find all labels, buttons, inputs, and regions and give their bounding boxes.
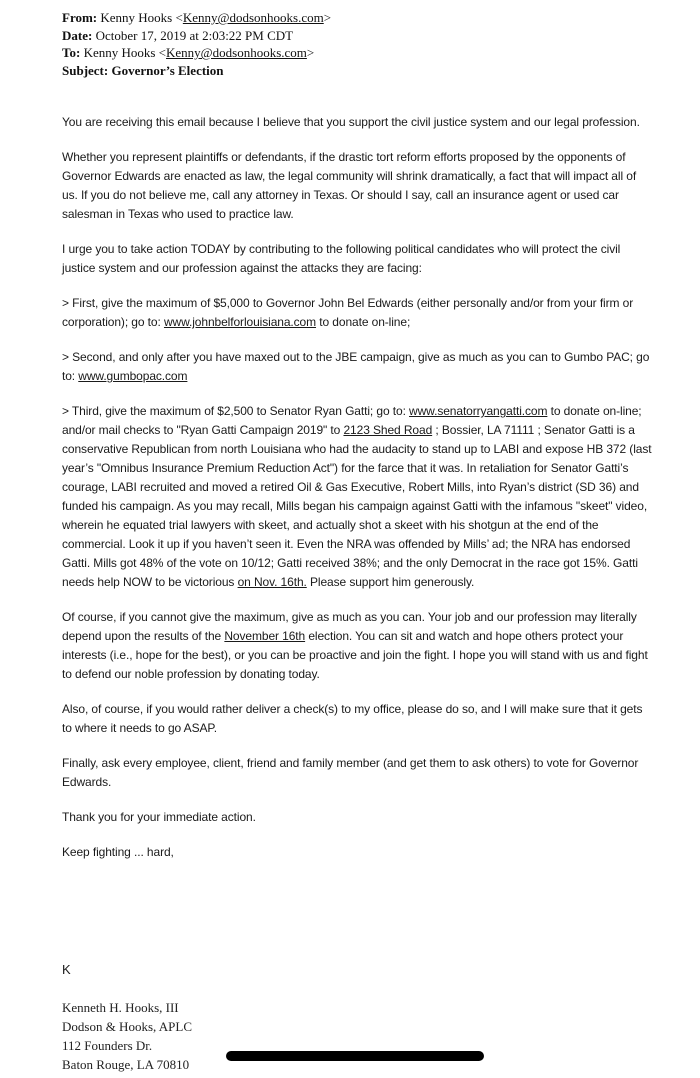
subject-label: Subject: <box>62 62 109 78</box>
paragraph-keep-fighting: Keep fighting ... hard, <box>62 845 174 859</box>
signature-block <box>62 998 192 1074</box>
home-indicator-bar[interactable] <box>226 1051 484 1061</box>
from-name: Kenny Hooks <box>100 10 173 25</box>
to-label: To: <box>62 45 81 60</box>
gumbopac-link[interactable]: www.gumbopac.com <box>78 369 188 383</box>
date-value: October 17, 2019 at 2:03:22 PM CDT <box>95 27 294 43</box>
email-header <box>62 9 331 79</box>
paragraph-first <box>62 294 652 332</box>
signature-city: Baton Rouge, LA 70810 <box>62 1057 190 1072</box>
election-date-link[interactable]: on Nov. 16th. <box>237 575 307 589</box>
initial-k: K <box>62 962 71 977</box>
third-text-mid: to donate on-line; and/or mail checks to "Ryan Gatti Campaign 2019" to <box>62 404 642 437</box>
paragraph-tort-reform: Whether you represent plaintiffs or defendants, if the drastic tort reform efforts proposed by the opponents of Governor Edwards are enacted as law, the legal community will shrink dramatically, a fact that will impact all of us. If you do not believe me, call any attorney in Texas. Or should I say, call an insurance agent or used car salesman in Texas who used to practice law. <box>62 150 637 221</box>
paragraph-check: Also, of course, if you would rather deliver a check(s) to my office, please do so, and I will make sure that it gets to where it needs to go ASAP. <box>62 702 643 735</box>
gatti-link[interactable]: www.senatorryangatti.com <box>409 404 548 418</box>
third-text-body: ; Bossier, LA 71111 ; Senator Gatti is a conservative Republican from north Louisiana who had the audacity to stand up to LABI and expose HB 372 (last year’s "Omnibus Insurance Premium Reduction Act") for the farce that it was. In retaliation for Senator Gatti’s courage, LABI recruited and moved a retired Oil & Gas Executive, Robert Mills, into Ryan’s district (SD 36) and funded his campaign. As you may recall, Mills began his campaign against Gatti with the infamous "skeet" video, wherein he equated trial lawyers with skeet, and actually shot a skeet with his shotgun at the end of the commercial. Look it up if you haven’t seen it. Even the NRA was offended by Mills’ ad; the NRA has endorsed Gatti. Mills got 48% of the vote on 10/12; Gatti received 38%; and the only Democrat in the race got 15%. Gatti needs help NOW to be victorious <box>62 423 652 589</box>
signature-name: Kenneth H. Hooks, III <box>62 1000 179 1015</box>
date-label: Date: <box>62 27 93 43</box>
paragraph-finally: Finally, ask every employee, client, friend and family member (and get them to ask others) to vote for Governor Edwards. <box>62 756 639 789</box>
to-email-link[interactable]: Kenny@dodsonhooks.com <box>166 45 307 60</box>
of-course-text: Of course, if you cannot give the maximum, give as much as you can. Your job and our profession may literally depend upon the results of the <box>62 610 637 643</box>
paragraph-third <box>62 402 652 592</box>
johnbel-link[interactable]: www.johnbelforlouisiana.com <box>163 315 317 329</box>
of-course-text-end: election. You can sit and watch and hope others protect your interests (i.e., hope for the best), or you can be proactive and join the fight. I hope you will stand with us and fight to defend our noble profession by donating today. <box>62 629 648 681</box>
paragraph-of-course <box>62 608 652 684</box>
first-text-end: to donate on-line; <box>316 315 411 329</box>
from-email-link[interactable]: Kenny@dodsonhooks.com <box>182 10 324 25</box>
second-text: > Second, and only after you have maxed out to the JBE campaign, give as much as you can to Gumbo PAC; go to: <box>62 350 650 383</box>
november-date-link[interactable]: November 16th <box>224 629 306 643</box>
subject-value: Governor’s Election <box>111 62 224 78</box>
to-name: Kenny Hooks <box>83 45 156 60</box>
signature-street: 112 Founders Dr. <box>62 1038 153 1053</box>
from-line: From: Kenny Hooks <Kenny@dodsonhooks.com> <box>62 10 332 25</box>
signature-firm: Dodson & Hooks, APLC <box>62 1019 193 1034</box>
paragraph-second <box>62 348 652 386</box>
paragraph-urge: I urge you to take action TODAY by contributing to the following political candidates who will protect the civil justice system and our profession against the attacks they are facing: <box>62 242 621 275</box>
email-body <box>62 113 652 878</box>
first-text: > First, give the maximum of $5,000 to Governor John Bel Edwards (either personally and/or from your firm or corporation); go to: <box>62 296 634 329</box>
third-text-end: Please support him generously. <box>306 575 475 589</box>
paragraph-thanks: Thank you for your immediate action. <box>62 810 256 824</box>
subject-line <box>62 62 331 80</box>
from-label: From: <box>62 10 98 25</box>
paragraph-intro: You are receiving this email because I believe that you support the civil justice system and our legal profession. <box>62 115 640 129</box>
date-line <box>62 27 331 45</box>
address-link[interactable]: 2123 Shed Road <box>343 423 433 437</box>
third-text: > Third, give the maximum of $2,500 to Senator Ryan Gatti; go to: <box>62 404 410 418</box>
to-line: To: Kenny Hooks <Kenny@dodsonhooks.com> <box>62 45 315 60</box>
